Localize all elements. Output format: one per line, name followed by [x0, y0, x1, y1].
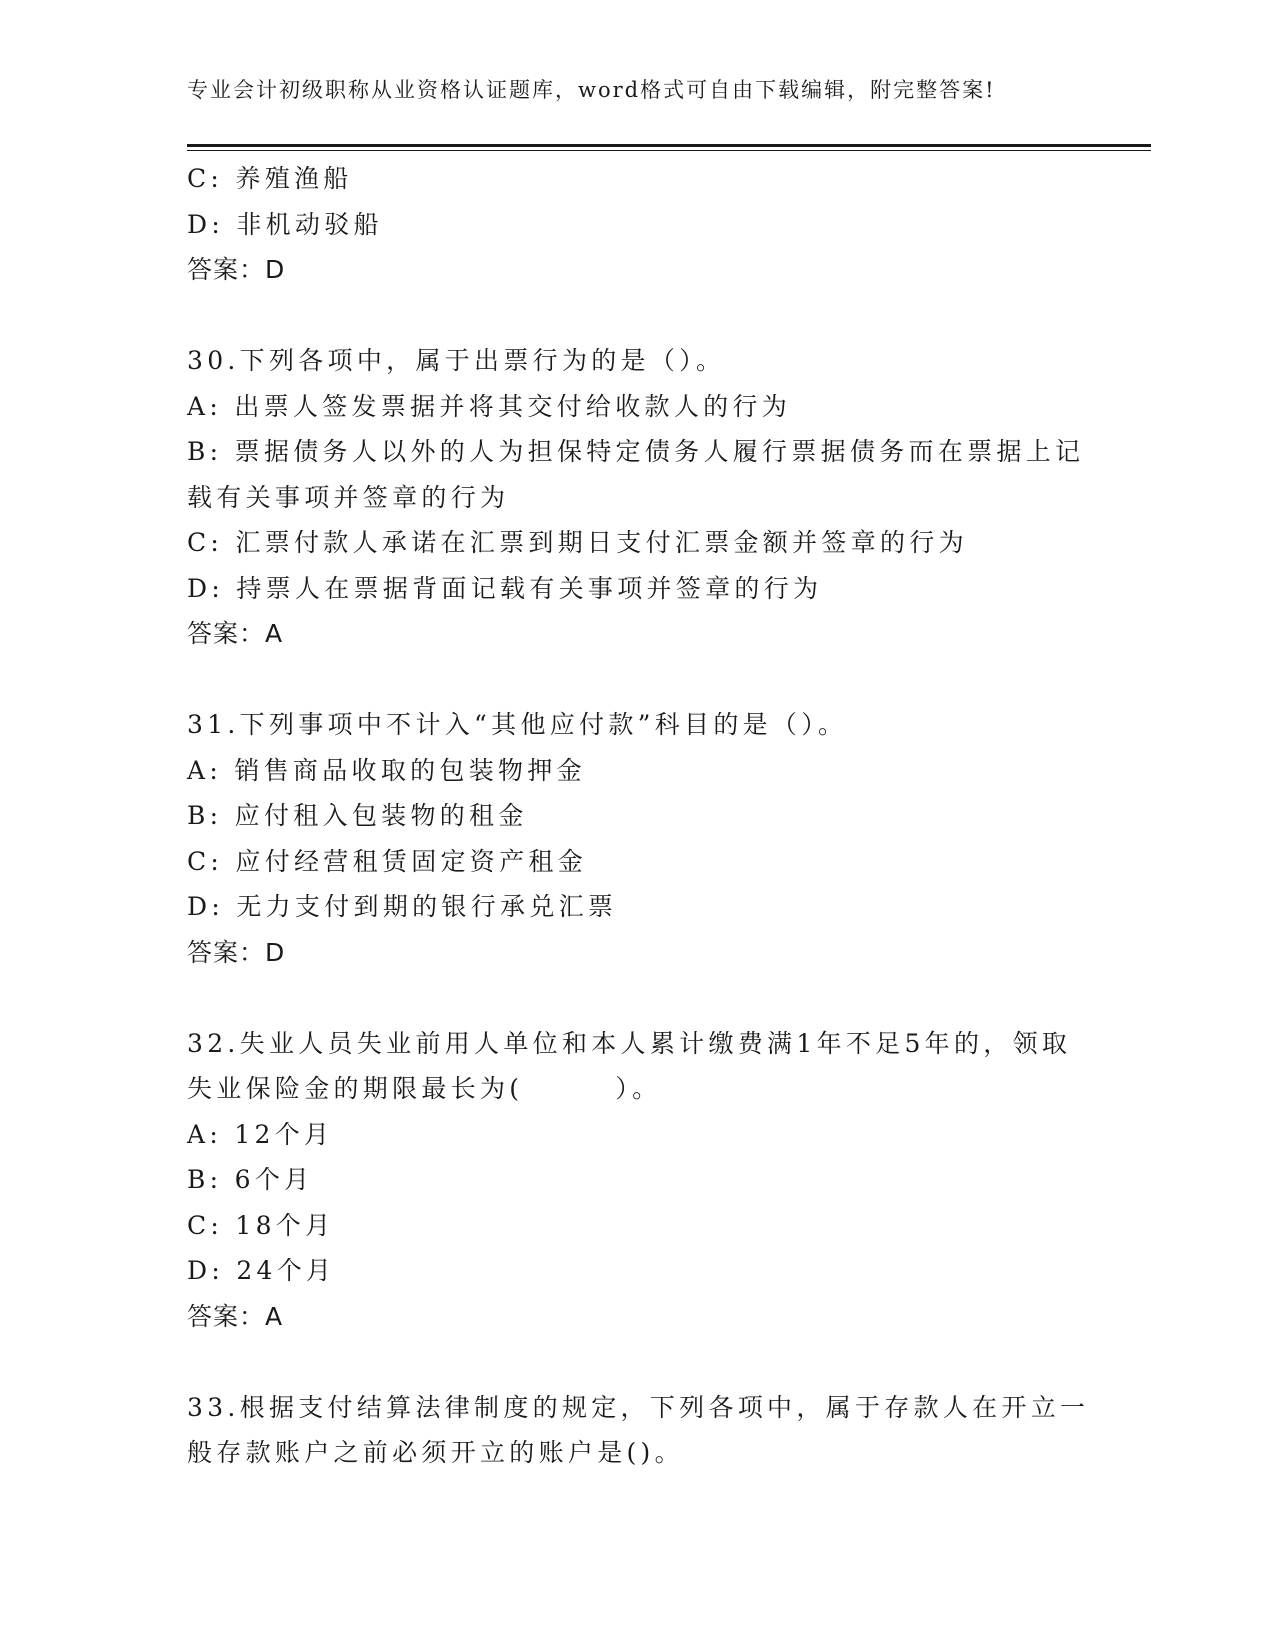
header-rule-thick — [187, 144, 1151, 147]
q29-option-c: C: 养殖渔船 — [187, 164, 353, 193]
q32-stem-line1: 32.失业人员失业前用人单位和本人累计缴费满1年不足5年的，领取 — [187, 1028, 1072, 1058]
q31-option-b: B: 应付租入包装物的租金 — [187, 801, 528, 830]
page-header: 专业会计初级职称从业资格认证题库，word格式可自由下载编辑，附完整答案! — [187, 78, 996, 102]
q32-option-c: C: 18个月 — [187, 1210, 335, 1240]
q33-stem-line1: 33.根据支付结算法律制度的规定，下列各项中，属于存款人在开立一 — [187, 1392, 1090, 1422]
spacer — [187, 293, 1067, 339]
q32-option-a: A: 12个月 — [187, 1119, 334, 1149]
q32-option-d: D: 24个月 — [187, 1256, 336, 1285]
q32-option-b: B: 6个月 — [187, 1165, 314, 1194]
q32-stem-line2 — [187, 1066, 1067, 1112]
spacer — [187, 657, 1067, 703]
q29-answer: 答案：D — [187, 255, 286, 284]
q31-option-d: D: 无力支付到期的银行承兑汇票 — [187, 892, 618, 921]
q30-option-b-line2: 载有关事项并签章的行为 — [187, 482, 510, 512]
spacer — [187, 1339, 1067, 1385]
q30-stem: 30.下列各项中，属于出票行为的是（）。 — [187, 346, 726, 375]
q30-option-c: C: 汇票付款人承诺在汇票到期日支付汇票金额并签章的行为 — [187, 528, 968, 557]
q29-option-d: D: 非机动驳船 — [187, 209, 383, 239]
q31-option-c: C: 应付经营租赁固定资产租金 — [187, 846, 587, 876]
q31-option-a: A: 销售商品收取的包装物押金 — [187, 755, 586, 785]
q30-option-a: A: 出票人签发票据并将其交付给收款人的行为 — [187, 391, 792, 421]
q32-answer: 答案：A — [187, 1301, 284, 1331]
q30-answer: 答案：A — [187, 619, 284, 648]
q32-stem-line2-start: 失业保险金的期限最长为( — [187, 1074, 524, 1103]
q32-stem-line2-end: ）。 — [615, 1074, 662, 1103]
q30-option-b-line1: B: 票据债务人以外的人为担保特定债务人履行票据债务而在票据上记 — [187, 437, 1085, 466]
q30-option-d: D: 持票人在票据背面记载有关事项并签章的行为 — [187, 573, 823, 603]
q31-stem: 31.下列事项中不计入“其他应付款”科目的是（）。 — [187, 710, 848, 739]
spacer — [187, 975, 1067, 1021]
q31-answer: 答案：D — [187, 937, 286, 967]
q33-stem-line2: 般存款账户之前必须开立的账户是()。 — [187, 1438, 684, 1467]
question-content — [187, 156, 1090, 1476]
header-rule-thin — [187, 150, 1151, 151]
